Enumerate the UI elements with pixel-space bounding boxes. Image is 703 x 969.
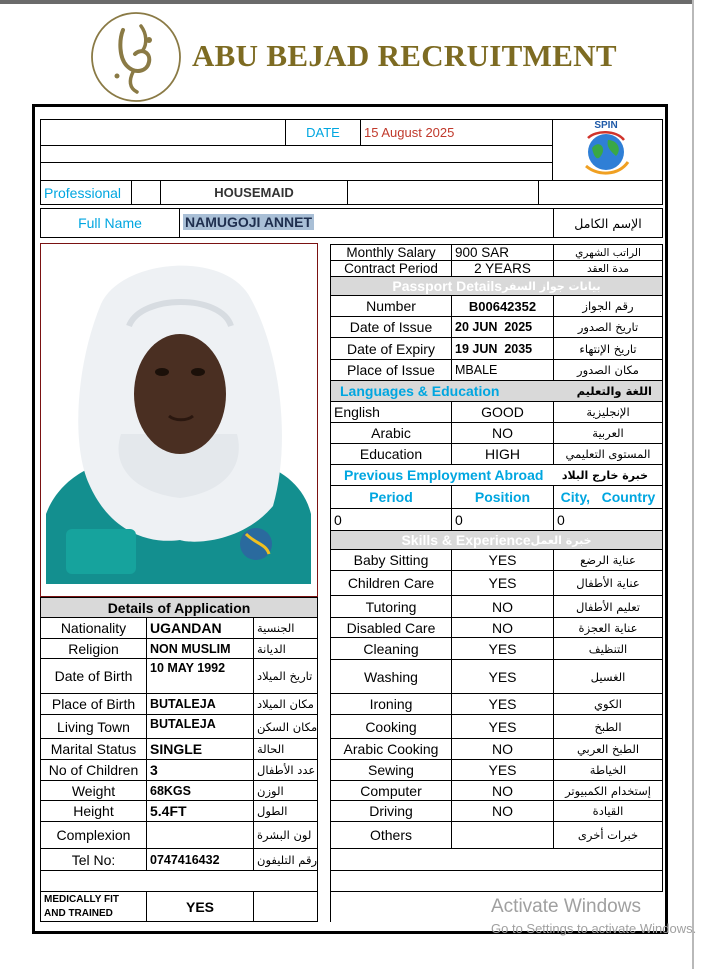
passport-issue-date-label-ar: تاريخ الصدور (553, 316, 663, 338)
skill-value: YES (451, 549, 554, 571)
passport-expiry-date-label: Date of Expiry (330, 337, 452, 360)
skill-label: Children Care (330, 570, 452, 596)
passport-number-value: B00642352 (451, 295, 554, 317)
detail-label-ar: الطول (253, 800, 318, 822)
skill-label-ar: الكوي (553, 693, 663, 715)
date-label: DATE (285, 119, 361, 146)
medically-fit-value: YES (146, 891, 254, 922)
professional-spacer (131, 180, 161, 205)
skill-label: Cooking (330, 714, 452, 739)
professional-value: HOUSEMAID (160, 180, 348, 205)
detail-label: No of Children (40, 759, 147, 781)
skill-label: Baby Sitting (330, 549, 452, 571)
header-blank-cell (40, 119, 286, 146)
column-divider (317, 597, 331, 922)
english-label: English (330, 401, 452, 423)
detail-label-ar: مكان السكن (253, 714, 318, 739)
skill-value: NO (451, 617, 554, 638)
skill-label-ar: عناية الأطفال (553, 570, 663, 596)
detail-value: BUTALEJA (146, 693, 254, 715)
abu-bejad-logo-icon (89, 10, 183, 104)
employment-header (330, 464, 663, 486)
professional-blank-a (347, 180, 539, 205)
medically-fit-label-line2: AND TRAINED (44, 907, 113, 919)
brand-title: ABU BEJAD RECRUITMENT (192, 38, 617, 73)
skill-label: Sewing (330, 759, 452, 781)
watermark-title: Activate Windows (491, 896, 641, 917)
date-value: 15 August 2025 (360, 119, 553, 146)
detail-label-ar: الجنسية (253, 617, 318, 639)
contract-period-label-ar: مدة العقد (553, 260, 663, 277)
detail-label-ar: لون البشرة (253, 821, 318, 849)
details-header: Details of Application (40, 597, 318, 618)
candidate-photo-image (41, 244, 318, 597)
detail-label: Nationality (40, 617, 147, 639)
skills-header-text: Skills & Experience (401, 532, 531, 548)
detail-value: UGANDAN (146, 617, 254, 639)
languages-header-ar: اللغة والتعليم (576, 384, 652, 398)
detail-label: Height (40, 800, 147, 822)
arabic-value: NO (451, 422, 554, 444)
detail-label: Religion (40, 638, 147, 659)
activate-windows-watermark (491, 896, 696, 936)
passport-header-ar: بيانات جواز السفر (502, 279, 601, 293)
detail-value: BUTALEJA (146, 714, 254, 739)
watermark-subtitle: Go to Settings to activate Windows. (491, 921, 697, 936)
skill-value: YES (451, 714, 554, 739)
passport-number-label: Number (330, 295, 452, 317)
full-name-label-ar: الإسم الكامل (553, 208, 663, 238)
monthly-salary-label: Monthly Salary (330, 244, 452, 261)
skill-label: Cleaning (330, 637, 452, 660)
detail-value: 10 MAY 1992 (146, 658, 254, 694)
contract-period-value: 2 YEARS (451, 260, 554, 277)
passport-expiry-date-label-ar: تاريخ الإنتهاء (553, 337, 663, 360)
detail-label-ar: مكان الميلاد (253, 693, 318, 715)
skill-label: Others (330, 821, 452, 849)
detail-label-ar: الديانة (253, 638, 318, 659)
skill-value: NO (451, 595, 554, 618)
detail-value: 5.4FT (146, 800, 254, 822)
languages-header (330, 380, 663, 402)
full-name-value: NAMUGOJI ANNET (185, 214, 313, 230)
skill-label-ar: التنظيف (553, 637, 663, 660)
spin-logo-text: SPIN (594, 120, 618, 131)
employment-header-text: Previous Employment Abroad (344, 467, 544, 483)
employment-col-city-country: City, Country (553, 485, 663, 509)
skills-blank-row (330, 848, 663, 871)
window-top-border (0, 0, 694, 4)
detail-label-ar: الوزن (253, 780, 318, 801)
professional-label: Professional (40, 180, 132, 205)
page-right-edge (692, 0, 694, 969)
skill-value: NO (451, 780, 554, 801)
employment-header-ar: خبرة خارج البلاد (561, 468, 648, 482)
skill-value (451, 821, 554, 849)
skill-value: NO (451, 738, 554, 760)
medically-fit-label-line1: MEDICALLY FIT (44, 893, 120, 905)
detail-label: Place of Birth (40, 693, 147, 715)
passport-place-label: Place of Issue (330, 359, 452, 381)
detail-value: 68KGS (146, 780, 254, 801)
skills-blank-row (330, 870, 663, 892)
detail-value: 3 (146, 759, 254, 781)
detail-value: 0747416432 (146, 848, 254, 871)
skill-value: NO (451, 800, 554, 822)
detail-label: Living Town (40, 714, 147, 739)
skill-label-ar: خبرات أخرى (553, 821, 663, 849)
employment-position-value: 0 (451, 508, 554, 531)
skill-label-ar: الطبخ (553, 714, 663, 739)
languages-header-text: Languages & Education (340, 383, 500, 399)
skill-value: YES (451, 759, 554, 781)
skill-label-ar: عناية الرضع (553, 549, 663, 571)
skills-header (330, 530, 663, 550)
skill-label-ar: الطبخ العربي (553, 738, 663, 760)
skill-label: Ironing (330, 693, 452, 715)
detail-label: Weight (40, 780, 147, 801)
spin-logo-icon (576, 118, 636, 178)
detail-label: Marital Status (40, 738, 147, 760)
education-label: Education (330, 443, 452, 465)
passport-expiry-date-value: 19 JUN 2035 (451, 337, 554, 360)
skill-value: YES (451, 659, 554, 694)
detail-label-ar: الحالة (253, 738, 318, 760)
skill-label: Computer (330, 780, 452, 801)
full-name-label: Full Name (40, 208, 180, 238)
medically-fit-label (40, 891, 147, 922)
passport-issue-date-value: 20 JUN 2025 (451, 316, 554, 338)
employment-col-position: Position (451, 485, 554, 509)
medically-fit-blank (253, 891, 318, 922)
passport-place-value: MBALE (451, 359, 554, 381)
monthly-salary-label-ar: الراتب الشهري (553, 244, 663, 261)
skill-label: Tutoring (330, 595, 452, 618)
skill-value: YES (451, 637, 554, 660)
passport-header (330, 276, 663, 296)
skill-label: Driving (330, 800, 452, 822)
passport-header-text: Passport Details (392, 278, 503, 294)
passport-place-label-ar: مكان الصدور (553, 359, 663, 381)
professional-blank-b (538, 180, 663, 205)
education-label-ar: المستوى التعليمي (553, 443, 663, 465)
skills-header-ar: خبرة العمل (530, 533, 592, 547)
skill-label-ar: الخياطة (553, 759, 663, 781)
skill-label: Arabic Cooking (330, 738, 452, 760)
skill-label: Washing (330, 659, 452, 694)
skill-label-ar: تعليم الأطفال (553, 595, 663, 618)
detail-value (146, 821, 254, 849)
contract-period-label: Contract Period (330, 260, 452, 277)
passport-issue-date-label: Date of Issue (330, 316, 452, 338)
english-value: GOOD (451, 401, 554, 423)
full-name-value-cell (179, 208, 554, 238)
skill-value: YES (451, 570, 554, 596)
header-blank-row-3 (40, 162, 553, 181)
skill-label-ar: الغسيل (553, 659, 663, 694)
details-blank-row (40, 870, 318, 892)
monthly-salary-value: 900 SAR (451, 244, 554, 261)
detail-label: Complexion (40, 821, 147, 849)
detail-label: Tel No: (40, 848, 147, 871)
skill-label: Disabled Care (330, 617, 452, 638)
detail-value: NON MUSLIM (146, 638, 254, 659)
passport-number-label-ar: رقم الجواز (553, 295, 663, 317)
detail-label-ar: رقم التليفون (253, 848, 318, 871)
skill-value: YES (451, 693, 554, 715)
skill-label-ar: إستخدام الكمبيوتر (553, 780, 663, 801)
detail-label: Date of Birth (40, 658, 147, 694)
skill-label-ar: عناية العجزة (553, 617, 663, 638)
employment-period-value: 0 (330, 508, 452, 531)
skill-label-ar: القيادة (553, 800, 663, 822)
detail-label-ar: تاريخ الميلاد (253, 658, 318, 694)
english-label-ar: الإنجليزية (553, 401, 663, 423)
candidate-photo (40, 243, 318, 597)
detail-value: SINGLE (146, 738, 254, 760)
header-blank-row-2 (40, 145, 553, 163)
arabic-label: Arabic (330, 422, 452, 444)
education-value: HIGH (451, 443, 554, 465)
employment-city-value: 0 (553, 508, 663, 531)
employment-col-period: Period (330, 485, 452, 509)
arabic-label-ar: العربية (553, 422, 663, 444)
detail-label-ar: عدد الأطفال (253, 759, 318, 781)
